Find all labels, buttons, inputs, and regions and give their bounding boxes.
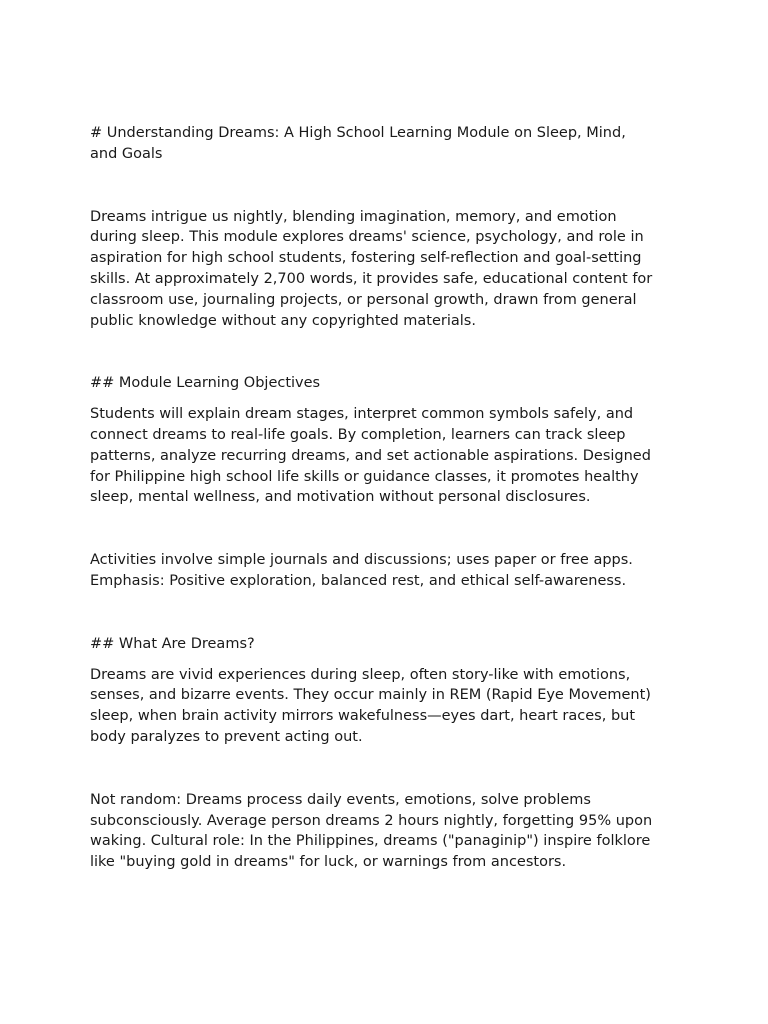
objectives-paragraph: Students will explain dream stages, interpret common symbols safely, and connect dreams to real-life goals. By completion, learners can track sleep patterns, analyze recurring dreams, and set actionable aspirations. Designed for Philippine high school life skills or guidance classes, it promotes healthy sleep, mental wellness, and motivation without personal disclosures.: [90, 406, 651, 506]
document-title: # Understanding Dreams: A High School Learning Module on Sleep, Mind, and Goals: [90, 125, 626, 162]
document-page: [90, 123, 690, 873]
activities-paragraph: Activities involve simple journals and discussions; uses paper or free apps. Emphasis: Positive exploration, balanced rest, and ethical self-awareness.: [90, 552, 633, 589]
what-are-dreams-paragraph: Dreams are vivid experiences during sleep, often story-like with emotions, senses, and bizarre events. They occur mainly in REM (Rapid Eye Movement) sleep, when brain activity mirrors wakefulness—eyes dart, heart races, but body paralyzes to prevent acting out.: [90, 666, 651, 745]
not-random-paragraph: Not random: Dreams process daily events, emotions, solve problems subconsciously. Average person dreams 2 hours nightly, forgetting 95% upon waking. Cultural role: In the Philippines, dreams ("panaginip") inspire folklore like "buying gold in dreams" for luck, or warnings from ancestors.: [90, 791, 653, 871]
what-are-dreams-heading: ## What Are Dreams?: [90, 635, 255, 652]
intro-paragraph: Dreams intrigue us nightly, blending imagination, memory, and emotion during sleep. This module explores dreams' science, psychology, and role in aspiration for high school students, fostering self-reflection and goal-setting skills. At approximately 2,700 words, it provides safe, educational content for classroom use, journaling projects, or personal growth, drawn from general public knowledge without any copyrighted materials.: [90, 208, 653, 329]
objectives-heading: ## Module Learning Objectives: [90, 375, 321, 392]
